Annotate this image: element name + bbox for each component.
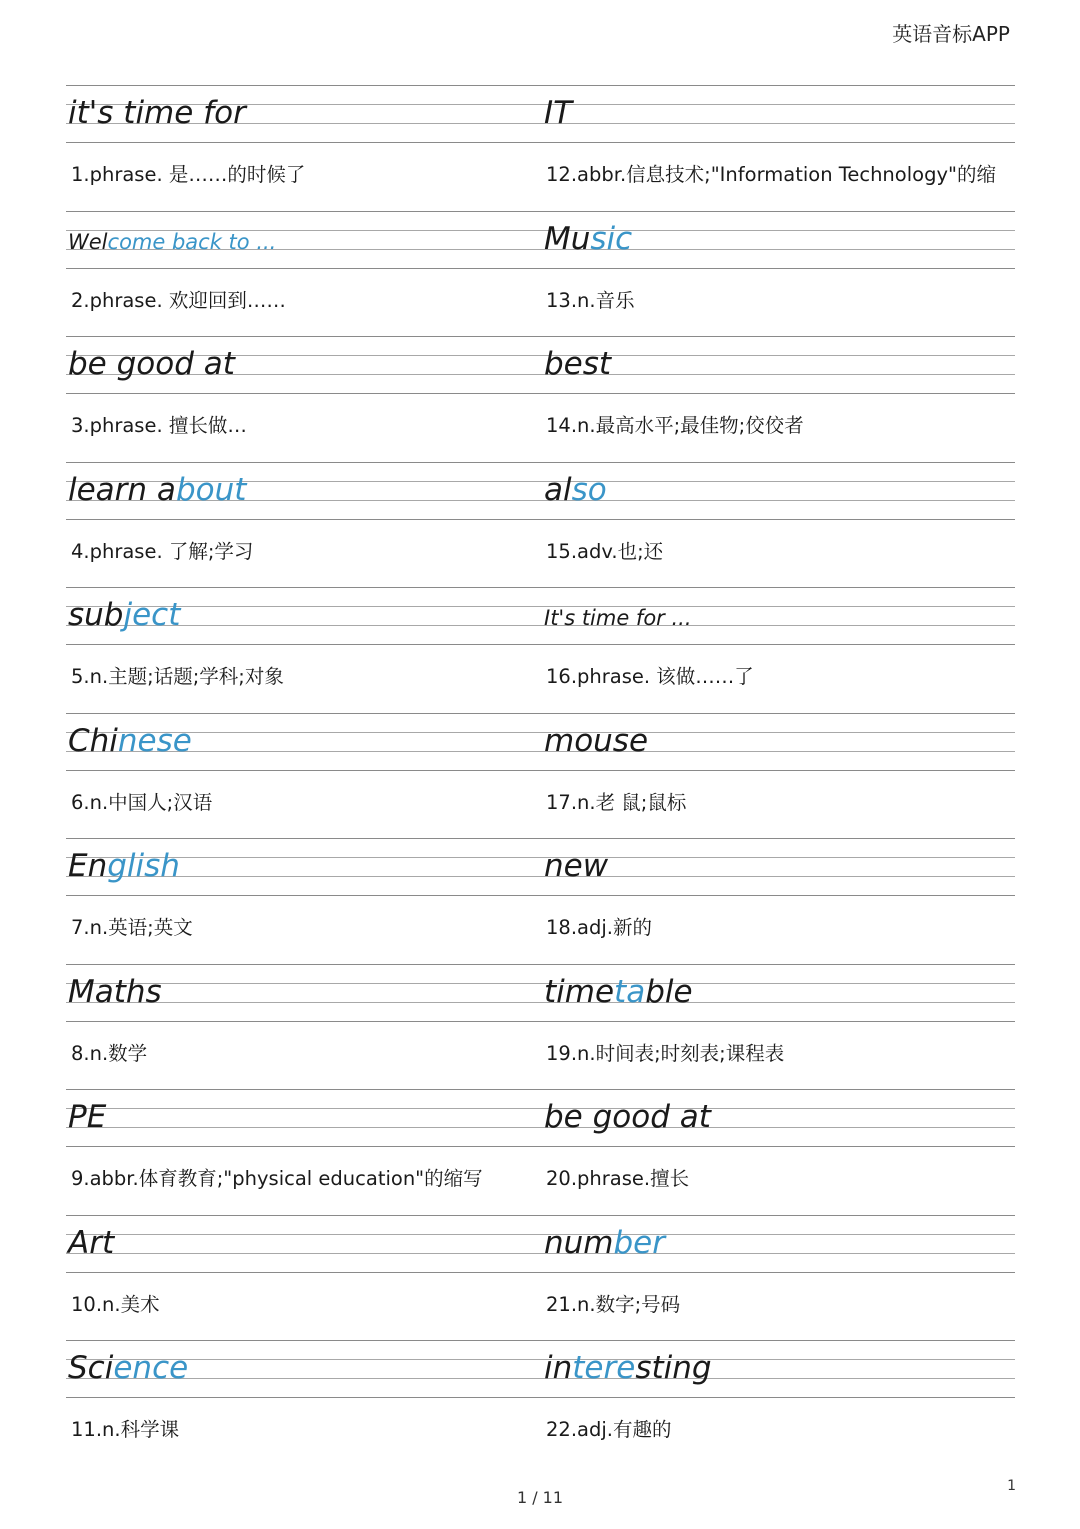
word-segment: Chi [68, 722, 118, 759]
ruled-line [66, 606, 1015, 607]
word-highlight-segment: glish [107, 848, 180, 884]
ruled-line [66, 857, 1015, 858]
vocab-row [66, 1089, 1015, 1215]
vocab-definition: 1.phrase. 是……的时候了 [71, 163, 306, 186]
vocab-word [544, 346, 612, 382]
vocab-word [68, 1224, 115, 1261]
ruled-line [66, 268, 1015, 269]
word-segment: It's time for ... [544, 606, 692, 630]
vocab-word [68, 973, 162, 1010]
vocab-definition: 8.n.数学 [71, 1041, 148, 1065]
ruled-line [66, 1234, 1015, 1235]
ruled-line [66, 85, 1015, 86]
word-segment: Sci [68, 1350, 114, 1386]
vocab-row [66, 336, 1015, 462]
word-segment: sting [635, 1350, 712, 1386]
vocab-word [68, 848, 180, 884]
vocab-definition: 10.n.美术 [71, 1292, 160, 1316]
ruled-line [66, 587, 1015, 588]
vocab-definition: 17.n.老 鼠;鼠标 [546, 790, 687, 814]
vocab-word [68, 597, 181, 633]
vocab-word [544, 722, 649, 759]
vocab-definition: 14.n.最高水平;最佳物;佼佼者 [546, 414, 804, 437]
vocab-definition: 20.phrase.擅长 [546, 1167, 690, 1190]
ruled-line [66, 625, 1015, 626]
word-segment: mouse [544, 722, 649, 759]
vocab-word [544, 1099, 711, 1135]
handwriting-lines [66, 1340, 1015, 1398]
vocab-word [68, 229, 277, 254]
vocabulary-grid [66, 85, 1015, 1466]
word-highlight-segment: nese [117, 722, 192, 759]
ruled-line [66, 1359, 1015, 1360]
word-segment: best [544, 346, 612, 382]
word-segment: in [544, 1350, 573, 1386]
vocab-definition: 13.n.音乐 [546, 288, 635, 312]
ruled-line [66, 1002, 1015, 1003]
word-segment: time [544, 973, 615, 1010]
vocab-definition: 12.abbr.信息技术;"Information Technology"的缩 [546, 163, 996, 186]
handwriting-lines [66, 587, 1015, 645]
ruled-line [66, 142, 1015, 143]
handwriting-lines [66, 85, 1015, 143]
ruled-line [66, 983, 1015, 984]
handwriting-lines [66, 964, 1015, 1022]
vocab-definition: 2.phrase. 欢迎回到…… [71, 288, 286, 312]
ruled-line [66, 895, 1015, 896]
vocab-word [68, 95, 246, 131]
vocab-word [544, 471, 607, 508]
word-highlight-segment: sic [590, 220, 633, 257]
vocab-word [68, 346, 235, 382]
vocab-definition: 7.n.英语;英文 [71, 916, 193, 939]
vocab-definition: 16.phrase. 该做……了 [546, 665, 754, 688]
word-segment: ble [645, 973, 693, 1010]
ruled-line [66, 770, 1015, 771]
app-brand-label: 英语音标APP [892, 22, 1010, 46]
vocab-word [544, 1350, 712, 1386]
ruled-line [66, 1340, 1015, 1341]
vocab-word [544, 95, 573, 131]
word-segment: it's time for [68, 95, 246, 131]
vocab-word [544, 848, 609, 884]
word-highlight-segment: come back to ... [107, 229, 277, 254]
vocab-row [66, 1340, 1015, 1466]
vocab-definition: 6.n.中国人;汉语 [71, 790, 213, 814]
word-highlight-segment: bout [175, 471, 247, 508]
page-indicator: 1 / 11 [516, 1488, 564, 1507]
vocab-word [544, 973, 693, 1010]
handwriting-lines [66, 838, 1015, 896]
ruled-line [66, 644, 1015, 645]
word-segment: be good at [68, 346, 235, 382]
word-segment: learn a [68, 471, 176, 508]
ruled-line [66, 519, 1015, 520]
ruled-line [66, 876, 1015, 877]
vocab-definition: 4.phrase. 了解;学习 [71, 539, 254, 563]
handwriting-lines [66, 211, 1015, 269]
ruled-line [66, 1089, 1015, 1090]
word-segment: Art [68, 1224, 115, 1261]
vocab-word [68, 1099, 107, 1135]
handwriting-lines [66, 1215, 1015, 1273]
handwriting-lines [66, 713, 1015, 771]
ruled-line [66, 462, 1015, 463]
vocab-definition: 3.phrase. 擅长做… [71, 414, 247, 437]
word-highlight-segment: so [571, 471, 607, 508]
ruled-line [66, 838, 1015, 839]
vocab-word [68, 1350, 189, 1386]
vocab-definition: 19.n.时间表;时刻表;课程表 [546, 1041, 785, 1065]
vocab-definition: 21.n.数字;号码 [546, 1292, 681, 1316]
word-segment: Mu [544, 220, 591, 257]
page-number: 1 [1007, 1478, 1016, 1494]
ruled-line [66, 1021, 1015, 1022]
vocab-row [66, 587, 1015, 713]
word-highlight-segment: tere [572, 1350, 636, 1386]
vocab-row [66, 85, 1015, 211]
ruled-line [66, 1253, 1015, 1254]
ruled-line [66, 1127, 1015, 1128]
word-highlight-segment: ject [123, 597, 181, 633]
word-segment: Maths [68, 973, 162, 1010]
word-highlight-segment: ta [614, 973, 646, 1010]
word-segment: Wel [68, 229, 108, 254]
ruled-line [66, 1146, 1015, 1147]
ruled-line [66, 1215, 1015, 1216]
vocab-row [66, 462, 1015, 588]
ruled-line [66, 1378, 1015, 1379]
ruled-line [66, 732, 1015, 733]
ruled-line [66, 1272, 1015, 1273]
word-segment: num [544, 1224, 614, 1261]
word-highlight-segment: ber [613, 1224, 665, 1261]
ruled-line [66, 751, 1015, 752]
ruled-line [66, 1108, 1015, 1109]
ruled-line [66, 1397, 1015, 1398]
vocab-row [66, 211, 1015, 337]
ruled-line [66, 964, 1015, 965]
ruled-line [66, 336, 1015, 337]
vocab-row [66, 713, 1015, 839]
word-segment: al [544, 471, 572, 508]
word-segment: new [544, 848, 609, 884]
vocab-definition: 18.adj.新的 [546, 916, 652, 939]
vocab-word [68, 722, 192, 759]
word-segment: PE [68, 1099, 107, 1135]
vocab-word [544, 608, 692, 629]
vocab-row [66, 964, 1015, 1090]
vocab-word [68, 471, 247, 508]
ruled-line [66, 393, 1015, 394]
handwriting-lines [66, 336, 1015, 394]
vocab-definition: 22.adj.有趣的 [546, 1418, 672, 1441]
vocab-row [66, 1215, 1015, 1341]
vocab-word [544, 1224, 665, 1261]
word-highlight-segment: ence [113, 1350, 189, 1386]
word-segment: be good at [544, 1099, 711, 1135]
vocab-definition: 15.adv.也;还 [546, 539, 664, 563]
word-segment: sub [68, 597, 124, 633]
vocab-definition: 11.n.科学课 [71, 1418, 180, 1441]
word-segment: En [68, 848, 108, 884]
handwriting-lines [66, 1089, 1015, 1147]
word-segment: IT [544, 95, 573, 131]
vocab-definition: 9.abbr.体育教育;"physical education"的缩写 [71, 1167, 483, 1190]
vocab-word [544, 220, 633, 257]
ruled-line [66, 211, 1015, 212]
ruled-line [66, 713, 1015, 714]
vocab-row [66, 838, 1015, 964]
handwriting-lines [66, 462, 1015, 520]
vocab-definition: 5.n.主题;话题;学科;对象 [71, 665, 284, 688]
